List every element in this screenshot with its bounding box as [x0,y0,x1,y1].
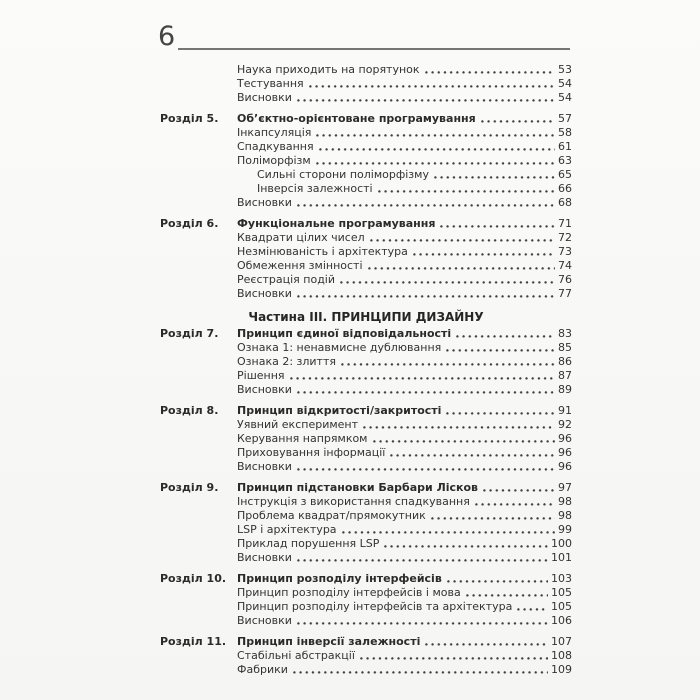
toc-chapter-row [160,480,572,494]
chapter-number-label: Розділ 11. [160,635,227,648]
dot-leader [440,225,555,228]
dot-leader [316,162,555,165]
dot-leader [342,531,555,534]
toc-chapter-row [160,403,572,417]
entry-title: Висновки [237,460,292,473]
toc-entry [160,508,572,522]
entry-title: Принцип розподілу інтерфейсів та архітектура [237,600,513,613]
toc-entry [160,431,572,445]
toc-chapter-row [160,326,572,340]
page-ref: 96 [558,446,572,459]
page-ref: 96 [558,432,572,445]
toc-entry [160,585,572,599]
page-ref: 87 [558,369,572,382]
toc-entry [160,550,572,564]
dot-leader [316,134,555,137]
toc-entry [160,662,572,676]
page-ref: 99 [558,523,572,536]
entry-title: Наука приходить на порятунок [237,63,420,76]
dot-leader [297,295,555,298]
page-ref: 83 [558,327,572,340]
toc-entry [160,62,572,76]
entry-title: Принцип розподілу інтерфейсів і мова [237,586,461,599]
page-ref: 74 [558,259,572,272]
toc-entry [160,417,572,431]
chapter-number-label: Розділ 7. [160,327,219,340]
toc-part-section [160,309,572,326]
toc-entry [160,90,572,104]
page-ref: 73 [558,245,572,258]
entry-title: Висновки [237,196,292,209]
page-ref: 98 [558,495,572,508]
dot-leader [446,349,555,352]
toc-section [160,480,572,564]
toc-entry [160,340,572,354]
entry-title: Квадрати цілих чисел [237,231,365,244]
entry-title: Фабрики [237,663,288,676]
page-ref: 100 [551,537,572,550]
toc-section [160,111,572,209]
page-ref: 65 [558,168,572,181]
dot-leader [425,643,548,646]
dot-leader [360,657,548,660]
toc-entry [160,272,572,286]
page-number: 6 [158,21,176,52]
entry-title: Уявний експеримент [237,418,359,431]
toc-section [160,326,572,396]
entry-title: Тестування [237,77,304,90]
toc-entry [160,286,572,300]
entry-title: Принцип інверсії залежності [237,635,421,648]
page-ref: 89 [558,383,572,396]
entry-title: Приклад порушення LSP [237,537,380,550]
entry-title: Інструкція з використання спадкування [237,495,470,508]
page-ref: 77 [558,287,572,300]
toc-entry [160,613,572,627]
dot-leader [481,120,555,123]
dot-leader [290,377,555,380]
page-ref: 107 [551,635,572,648]
dot-leader [340,281,555,284]
dot-leader [370,239,555,242]
dot-leader [297,391,555,394]
page-ref: 105 [551,600,572,613]
toc-entry [160,153,572,167]
entry-title: Принцип єдиної відповідальності [237,327,452,340]
entry-title: Приховування інформації [237,446,386,459]
page-ref: 101 [551,551,572,564]
dot-leader [297,559,548,562]
entry-title: Висновки [237,91,292,104]
toc-entry [160,76,572,90]
chapter-number-label: Розділ 10. [160,572,227,585]
entry-title: Інкапсуляція [237,126,312,139]
entry-title: Незмінюваність і архітектура [237,245,408,258]
dot-leader [373,440,556,443]
page-ref: 53 [558,63,572,76]
toc-entry [160,536,572,550]
dot-leader [297,204,555,207]
dot-leader [309,85,555,88]
toc-section [160,216,572,300]
toc-entry [160,244,572,258]
chapter-number-label: Розділ 5. [160,112,219,125]
entry-title: Спадкування [237,140,314,153]
dot-leader [319,148,555,151]
page-ref: 58 [558,126,572,139]
entry-title: Поліморфізм [237,154,311,167]
page-ref: 63 [558,154,572,167]
toc-chapter-row [160,216,572,230]
entry-title: Висновки [237,614,292,627]
toc-entry [160,230,572,244]
toc-entry [160,522,572,536]
page-ref: 105 [551,586,572,599]
toc-chapter-row [160,571,572,585]
dot-leader [434,176,555,179]
page-ref: 68 [558,196,572,209]
toc-chapter-row [160,634,572,648]
dot-leader [297,622,548,625]
entry-title: Інверсія залежності [257,182,373,195]
dot-leader [341,363,555,366]
entry-title: Принцип підстановки Барбари Лісков [237,481,478,494]
toc-entry [160,167,572,181]
entry-title: Висновки [237,551,292,564]
dot-leader [446,412,555,415]
dot-leader [378,190,555,193]
toc-section [160,403,572,473]
page-ref: 97 [558,481,572,494]
toc-section [160,634,572,676]
page-ref: 72 [558,231,572,244]
entry-title: Обмеження змінності [237,259,363,272]
table-of-contents [160,62,572,676]
page-ref: 96 [558,460,572,473]
dot-leader [384,545,548,548]
page-ref: 109 [551,663,572,676]
dot-leader [517,608,548,611]
toc-entry [160,125,572,139]
page-ref: 98 [558,509,572,522]
toc-entry [160,195,572,209]
dot-leader [431,517,555,520]
header-rule [178,48,570,50]
toc-entry [160,354,572,368]
page-ref: 86 [558,355,572,368]
toc-entry [160,181,572,195]
dot-leader [466,594,548,597]
toc-entry [160,494,572,508]
toc-entry [160,459,572,473]
page-ref: 54 [558,77,572,90]
dot-leader [297,468,555,471]
entry-title: LSP і архітектура [237,523,337,536]
toc-entry [160,382,572,396]
page-ref: 103 [551,572,572,585]
entry-title: Проблема квадрат/прямокутник [237,509,426,522]
dot-leader [297,99,555,102]
dot-leader [293,671,548,674]
page-ref: 92 [558,418,572,431]
entry-title: Реєстрація подій [237,273,336,286]
toc-section [160,571,572,627]
page-ref: 57 [558,112,572,125]
chapter-number-label: Розділ 8. [160,404,219,417]
page-ref: 76 [558,273,572,286]
dot-leader [363,426,555,429]
entry-title: Сильні сторони поліморфізму [257,168,429,181]
page-ref: 108 [551,649,572,662]
dot-leader [483,489,555,492]
entry-title: Функціональне програмування [237,217,436,230]
entry-title: Рішення [237,369,285,382]
dot-leader [413,253,555,256]
entry-title: Стабільні абстракції [237,649,355,662]
toc-section [160,62,572,104]
toc-entry [160,139,572,153]
entry-title: Висновки [237,383,292,396]
toc-entry [160,368,572,382]
toc-entry [160,445,572,459]
page-ref: 85 [558,341,572,354]
entry-title: Принцип розподілу інтерфейсів [237,572,442,585]
chapter-number-label: Розділ 6. [160,217,219,230]
page-ref: 54 [558,91,572,104]
entry-title: Висновки [237,287,292,300]
dot-leader [475,503,555,506]
part-heading: Частина III. ПРИНЦИПИ ДИЗАЙНУ [248,310,484,324]
entry-title: Об’єктно-орієнтоване програмування [237,112,476,125]
dot-leader [447,580,548,583]
page-ref: 91 [558,404,572,417]
toc-entry [160,599,572,613]
page-ref: 61 [558,140,572,153]
chapter-number-label: Розділ 9. [160,481,219,494]
page-ref: 106 [551,614,572,627]
entry-title: Принцип відкритості/закритості [237,404,442,417]
toc-chapter-row [160,111,572,125]
toc-entry [160,258,572,272]
dot-leader [368,267,555,270]
entry-title: Ознака 2: злиття [237,355,336,368]
entry-title: Керування напрямком [237,432,368,445]
dot-leader [390,454,555,457]
dot-leader [425,71,555,74]
dot-leader [456,335,555,338]
page-ref: 66 [558,182,572,195]
toc-entry [160,648,572,662]
entry-title: Ознака 1: ненавмисне дублювання [237,341,442,354]
page-ref: 71 [558,217,572,230]
